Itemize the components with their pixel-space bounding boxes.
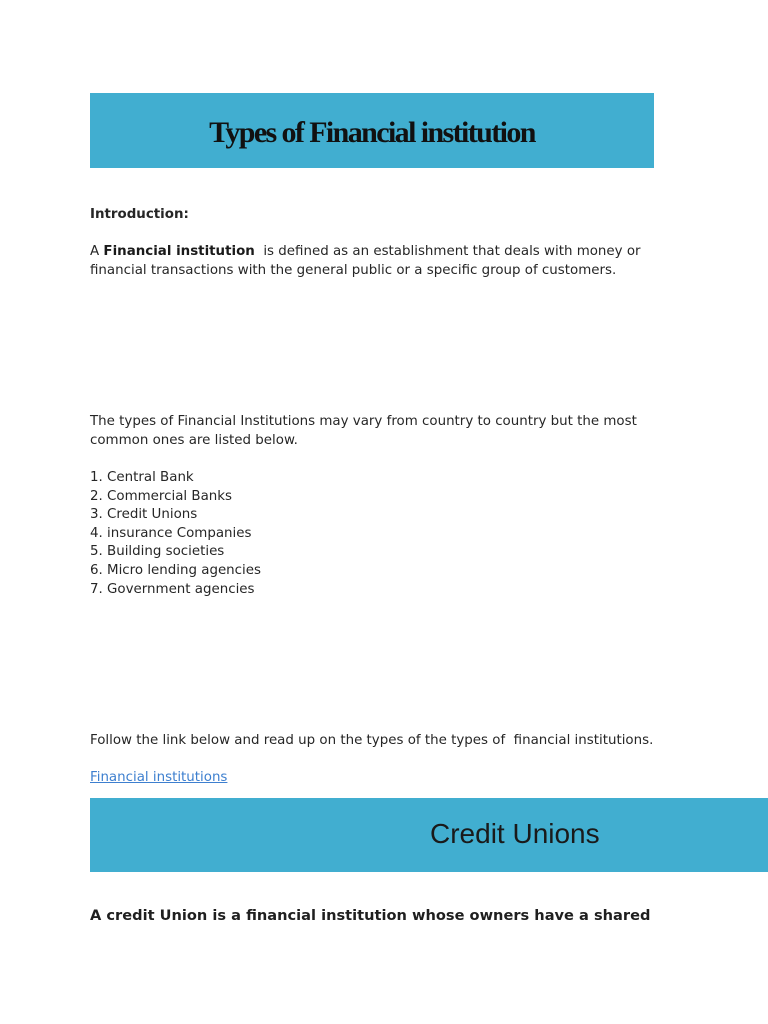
section-title: Credit Unions [430, 818, 600, 849]
list-item: 7. Government agencies [90, 581, 255, 597]
intro-line-1 [90, 243, 641, 262]
list-item: 2. Commercial Banks [90, 488, 232, 504]
intro-term: Financial institution [103, 244, 255, 259]
types-line-1: The types of Financial Institutions may vary from country to country but the most [90, 414, 637, 429]
list-item: 4. insurance Companies [90, 525, 252, 541]
intro-paragraph [90, 243, 641, 280]
financial-institutions-link[interactable]: Financial institutions [90, 770, 228, 785]
list-item: 1. Central Bank [90, 470, 194, 485]
list-item: 5. Building societies [90, 544, 225, 560]
intro-line-2: financial transactions with the general public or a specific group of customers. [90, 262, 617, 278]
title-banner [90, 93, 654, 168]
intro-definition: is defined as an establishment that deals with money or [254, 244, 641, 259]
intro-prefix: A [90, 244, 104, 259]
follow-link-paragraph: Follow the link below and read up on the types of the types of financial institutions. [90, 733, 654, 748]
page-title: Types of Financial institution [209, 115, 535, 149]
credit-unions-banner [90, 798, 768, 872]
credit-union-paragraph: A credit Union is a financial institution whose owners have a shared [90, 907, 651, 924]
types-line-2: common ones are listed below. [90, 432, 298, 448]
types-paragraph [90, 413, 637, 450]
list-item: 6. Micro lending agencies [90, 562, 261, 578]
list-item: 3. Credit Unions [90, 507, 198, 523]
institution-types-list [90, 469, 261, 599]
intro-heading: Introduction: [90, 207, 189, 222]
